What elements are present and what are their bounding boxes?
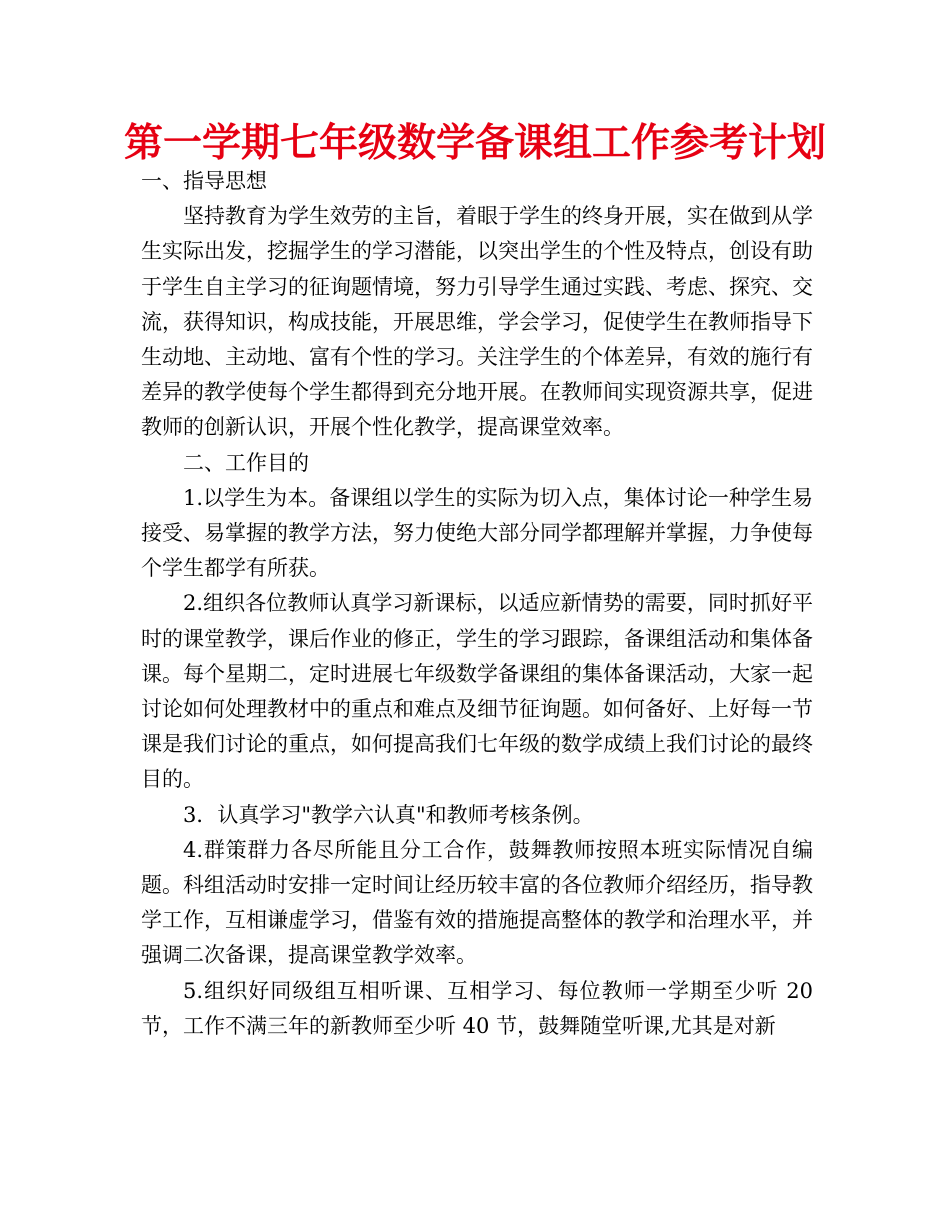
paragraph-guiding-ideology: 坚持教育为学生效劳的主旨，着眼于学生的终身开展，实在做到从学生实际出发，挖掘学生的学习潜能，以突出学生的个性及特点，创设有助于学生自主学习的征询题情境，努力引导学生通过实践、考虑、探究、交流，获得知识，构成技能，开展思维，学会学习，促使学生在教师指导下生动地、主动地、富有个性的学习。关注学生的个体差异，有效的施行有差异的教学使每个学生都得到充分地开展。在教师间实现资源共享，促进教师的创新认识，开展个性化教学，提高课堂效率。 xyxy=(141,204,813,440)
section-heading-work-goals: 二、工作目的 xyxy=(183,450,309,475)
document-body xyxy=(141,164,813,1044)
list-item: 4.群策群力各尽所能且分工合作，鼓舞教师按照本班实际情况自编题。科组活动时安排一定时间让经历较丰富的各位教师介绍经历，指导教学工作，互相谦虚学习，借鉴有效的措施提高整体的教学和治理水平，并强调二次备课，提高课堂教学效率。 xyxy=(141,837,813,968)
section-heading-guiding-ideology: 一、指导思想 xyxy=(141,169,267,193)
list-item: 2.组织各位教师认真学习新课标，以适应新情势的需要，同时抓好平时的课堂教学，课后作业的修正，学生的学习跟踪，备课组活动和集体备课。每个星期二，定时进展七年级数学备课组的集体备课活动，大家一起讨论如何处理教材中的重点和难点及细节征询题。如何备好、上好每一节课是我们讨论的重点，如何提高我们七年级的数学成绩上我们讨论的最终目的。 xyxy=(141,591,813,792)
list-item: 3．认真学习"教学六认真"和教师考核条例。 xyxy=(183,802,594,827)
list-item: 5.组织好同级组互相听课、互相学习、每位教师一学期至少听 20 节，工作不满三年的新教师至少听 40 节，鼓舞随堂听课,尤其是对新 xyxy=(141,978,813,1038)
list-item: 1.以学生为本。备课组以学生的实际为切入点，集体讨论一种学生易接受、易掌握的教学方法，努力使绝大部分同学都理解并掌握，力争使每个学生都学有所获。 xyxy=(141,485,813,581)
document-title: 第一学期七年级数学备课组工作参考计划 xyxy=(123,121,826,166)
